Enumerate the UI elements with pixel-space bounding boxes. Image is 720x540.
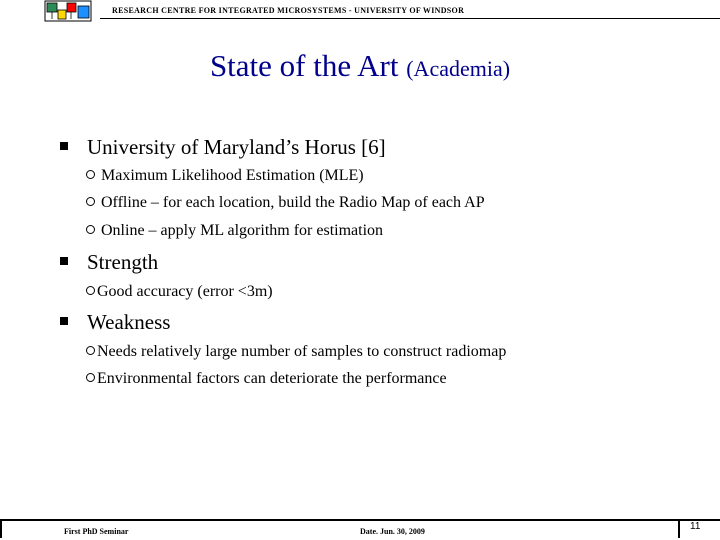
- slide-title-main: State of the Art: [209, 48, 407, 83]
- bullet-weakness-label: Weakness: [87, 310, 171, 334]
- page-number: 11: [690, 521, 701, 532]
- sub-bullet-text: Maximum Likelihood Estimation (MLE): [101, 167, 364, 184]
- sub-bullet-text: Environmental factors can deteriorate the performance: [97, 370, 447, 387]
- sub-bullet-environment: [86, 370, 447, 388]
- circle-bullet-icon: [86, 197, 95, 206]
- slide-title-sub: (Academia): [406, 56, 511, 81]
- sub-bullet-online: [86, 222, 383, 240]
- sub-bullet-samples: [86, 343, 506, 361]
- header-divider: [100, 18, 720, 19]
- sub-bullet-text: Offline – for each location, build the Radio Map of each AP: [101, 194, 485, 211]
- circle-bullet-icon: [86, 373, 95, 382]
- research-centre-logo: [44, 0, 92, 22]
- circle-bullet-icon: [86, 170, 95, 179]
- sub-bullet-text: Online – apply ML algorithm for estimation: [101, 222, 384, 239]
- header-institution: RESEARCH CENTRE FOR INTEGRATED MICROSYSTEMS - UNIVERSITY OF WINDSOR: [112, 6, 465, 15]
- square-bullet-icon: [60, 142, 68, 150]
- square-bullet-icon: [60, 257, 68, 265]
- circle-bullet-icon: [86, 346, 95, 355]
- footer-seminar: First PhD Seminar: [64, 527, 129, 536]
- square-bullet-icon: [60, 317, 68, 325]
- bullet-strength-label: Strength: [87, 250, 159, 274]
- footer-date: Date. Jun. 30, 2009: [360, 527, 425, 536]
- sub-bullet-offline: [86, 194, 485, 212]
- sub-bullet-text: Good accuracy (error <3m): [97, 283, 273, 300]
- sub-bullet-mle: [86, 167, 364, 185]
- slide-title: [0, 48, 720, 84]
- circle-bullet-icon: [86, 225, 95, 234]
- sub-bullet-accuracy: [86, 283, 273, 301]
- bullet-horus-label: University of Maryland’s Horus [6]: [87, 135, 386, 159]
- sub-bullet-text: Needs relatively large number of samples to construct radiomap: [97, 343, 507, 360]
- circle-bullet-icon: [86, 286, 95, 295]
